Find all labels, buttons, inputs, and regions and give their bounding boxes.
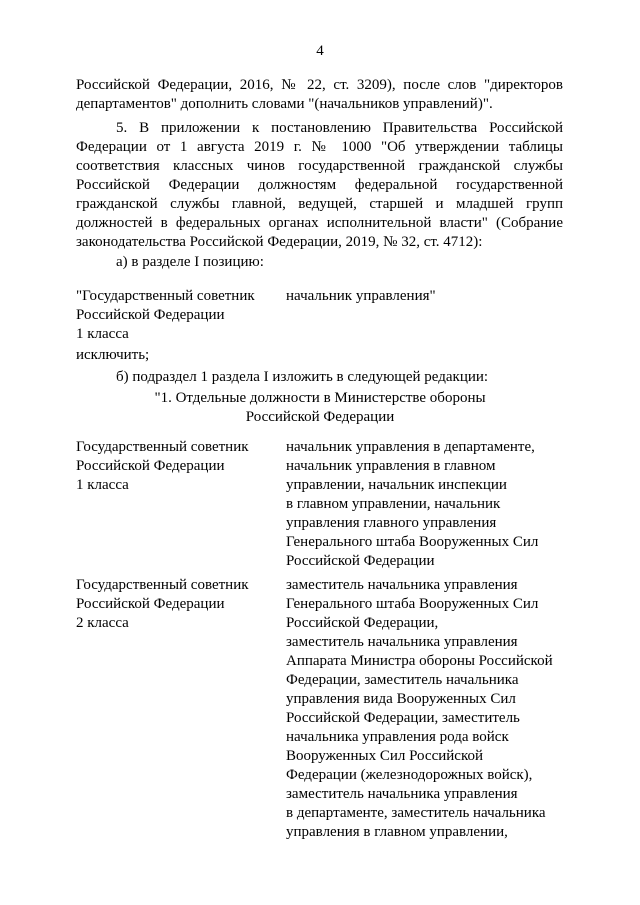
text-line: Генерального штаба Вооруженных Сил <box>286 596 539 612</box>
subpoint-b: б) подраздел 1 раздела I изложить в следующей редакции: <box>116 369 489 385</box>
row1-rank <box>76 438 276 495</box>
text-line: Российской Федерации <box>76 596 225 612</box>
text-line: управления главного управления <box>286 515 497 531</box>
text-line: Аппарата Министра обороны Российской <box>286 653 553 669</box>
text-line: "Государственный советник <box>76 288 255 304</box>
text-line: начальника управления рода войск <box>286 729 509 745</box>
text-line: соответствия классных чинов государственной гражданской службы <box>76 158 563 174</box>
text-line: Российской Федерации, <box>286 615 439 631</box>
text-line: 5. В приложении к постановлению Правительства Российской <box>116 120 563 136</box>
text-line: Федерации от 1 августа 2019 г. № 1000 "Об утверждении таблицы <box>76 139 563 155</box>
text-line: Вооруженных Сил Российской <box>286 748 484 764</box>
text-line: начальник управления" <box>286 288 436 304</box>
text-line: Российской Федерации <box>76 458 225 474</box>
row2-rank <box>76 576 276 633</box>
item-5-paragraph <box>76 119 563 252</box>
heading-line: "1. Отдельные должности в Министерстве обороны <box>154 390 486 406</box>
text-line: начальник управления в департаменте, <box>286 439 535 455</box>
text-line: Российской Федерации, заместитель <box>286 710 520 726</box>
text-line: Российской Федерации, 2016, № 22, ст. 3209), после слов "директоров <box>76 77 563 93</box>
text-line: Государственный советник <box>76 439 249 455</box>
text-line: Государственный советник <box>76 577 249 593</box>
text-line: Российской Федерации <box>286 553 435 569</box>
text-line: управлении, начальник инспекции <box>286 477 507 493</box>
text-line: 1 класса <box>76 477 129 493</box>
page-number: 4 <box>316 43 324 59</box>
text-line: начальник управления в главном <box>286 458 496 474</box>
exclude-text: исключить; <box>76 347 150 363</box>
text-line: должностей в федеральных органах исполнительной власти" (Собрание <box>76 215 563 231</box>
excluded-position-title <box>286 287 566 306</box>
text-line: заместитель начальника управления <box>286 577 518 593</box>
text-line: Российской Федерации <box>76 307 225 323</box>
text-line: 2 класса <box>76 615 129 631</box>
text-line: Российской Федерации должностям федеральной государственной <box>76 177 563 193</box>
text-line: управления вида Вооруженных Сил <box>286 691 516 707</box>
text-line: заместитель начальника управления <box>286 786 518 802</box>
subpoint-a: а) в разделе I позицию: <box>116 254 264 270</box>
text-line: Федерации (железнодорожных войск), <box>286 767 533 783</box>
text-line: департаментов" дополнить словами "(начальников управлений)". <box>76 96 493 112</box>
row2-positions <box>286 576 566 842</box>
text-line: управления в главном управлении, <box>286 824 508 840</box>
intro-paragraph <box>76 76 563 114</box>
text-line: гражданской службы главной, ведущей, старшей и младшей групп <box>76 196 563 212</box>
row1-positions <box>286 438 566 571</box>
text-line: законодательства Российской Федерации, 2019, № 32, ст. 4712): <box>76 234 483 250</box>
section-heading <box>0 389 640 427</box>
text-line: Генерального штаба Вооруженных Сил <box>286 534 539 550</box>
text-line: заместитель начальника управления <box>286 634 518 650</box>
excluded-position-rank <box>76 287 276 344</box>
heading-line: Российской Федерации <box>245 409 395 425</box>
text-line: в департаменте, заместитель начальника <box>286 805 546 821</box>
text-line: 1 класса <box>76 326 129 342</box>
text-line: Федерации, заместитель начальника <box>286 672 519 688</box>
text-line: в главном управлении, начальник <box>286 496 501 512</box>
